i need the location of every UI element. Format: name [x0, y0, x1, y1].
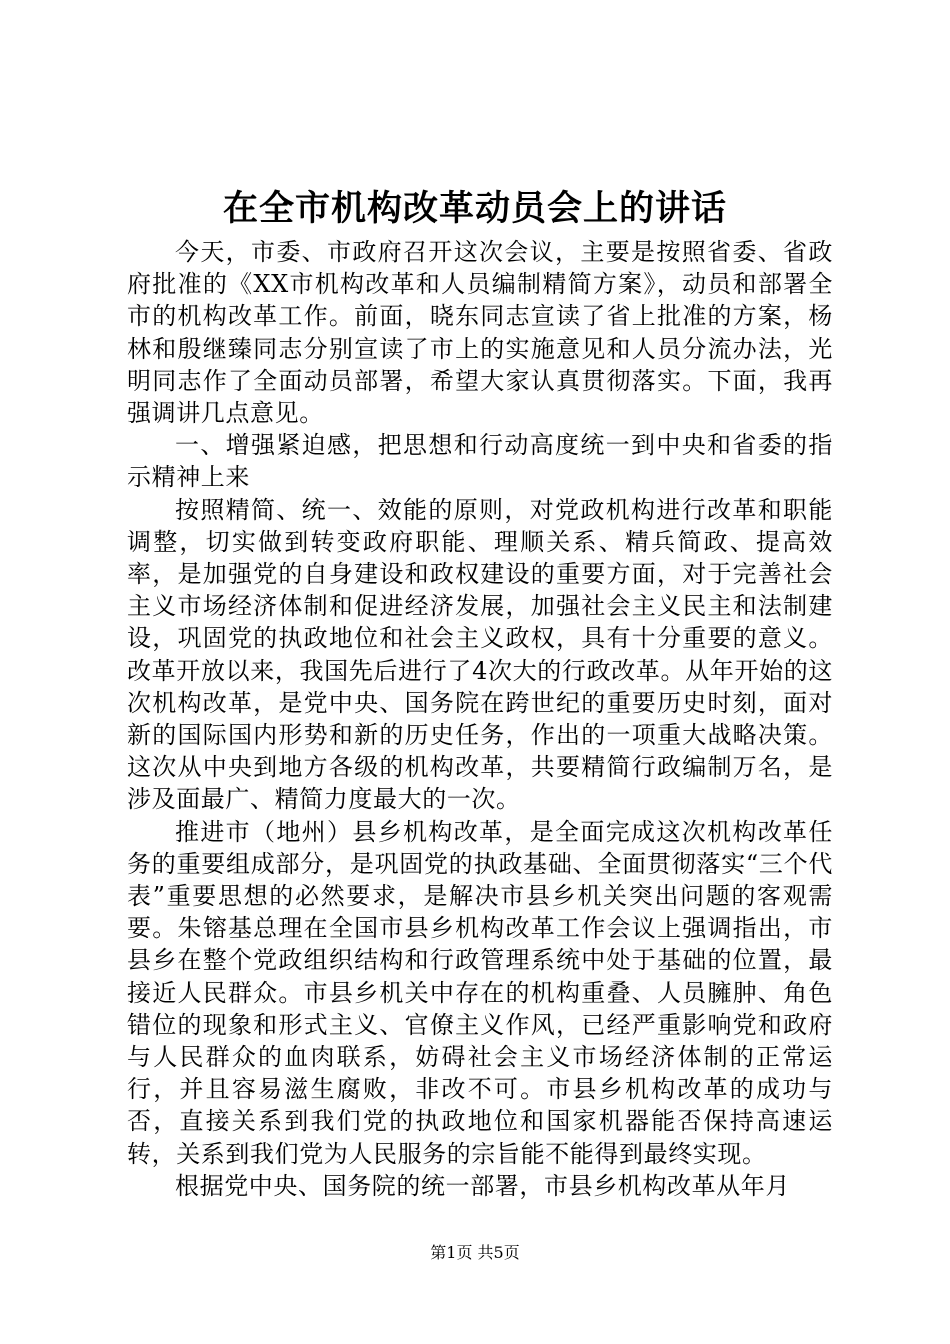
document-body — [127, 236, 833, 1202]
section-heading-1: 一、增强紧迫感，把思想和行动高度统一到中央和省委的指示精神上来 — [127, 431, 833, 492]
document-title: 在全市机构改革动员会上的讲话 — [222, 189, 727, 229]
paragraph-intro: 今天，市委、市政府召开这次会议，主要是按照省委、省政府批准的《XX市机构改革和人员编制精简方案》，动员和部署全市的机构改革工作。前面，晓东同志宣读了省上批准的方案，杨林和殷继臻同志分别宣读了市上的实施意见和人员分流办法，光明同志作了全面动员部署，希望大家认真贯彻落实。下面，我再强调讲几点意见。 — [127, 238, 833, 428]
paragraph-reform-principles: 按照精简、统一、效能的原则，对党政机构进行改革和职能调整，切实做到转变政府职能、理顺关系、精兵简政、提高效率，是加强党的自身建设和政权建设的重要方面，对于完善社会主义市场经济体制和促进经济发展，加强社会主义民主和法制建设，巩固党的执政地位和社会主义政权，具有十分重要的意义。改革开放以来，我国先后进行了4次大的行政改革。从年开始的这次机构改革，是党中央、国务院在跨世纪的重要历史时刻，面对新的国际国内形势和新的历史任务，作出的一项重大战略决策。这次从中央到地方各级的机构改革，共要精简行政编制万名，是涉及面最广、精简力度最大的一次。 — [127, 495, 833, 814]
paragraph-deployment: 根据党中央、国务院的统一部署，市县乡机构改革从年月 — [175, 1171, 790, 1200]
page-number-footer: 第1页 共5页 — [430, 1243, 520, 1262]
paragraph-local-reform: 推进市（地州）县乡机构改革，是全面完成这次机构改革任务的重要组成部分，是巩固党的执政基础、全面贯彻落实“三个代表”重要思想的必然要求，是解决市县乡机关突出问题的客观需要。朱镕基总理在全国市县乡机构改革工作会议上强调指出，市县乡在整个党政组织结构和行政管理系统中处于基础的位置，最接近人民群众。市县乡机关中存在的机构重叠、人员臃肿、角色错位的现象和形式主义、官僚主义作风，已经严重影响党和政府与人民群众的血肉联系，妨碍社会主义市场经济体制的正常运行，并且容易滋生腐败，非改不可。市县乡机构改革的成功与否，直接关系到我们党的执政地位和国家机器能否保持高速运转，关系到我们党为人民服务的宗旨能不能得到最终实现。 — [127, 817, 833, 1168]
